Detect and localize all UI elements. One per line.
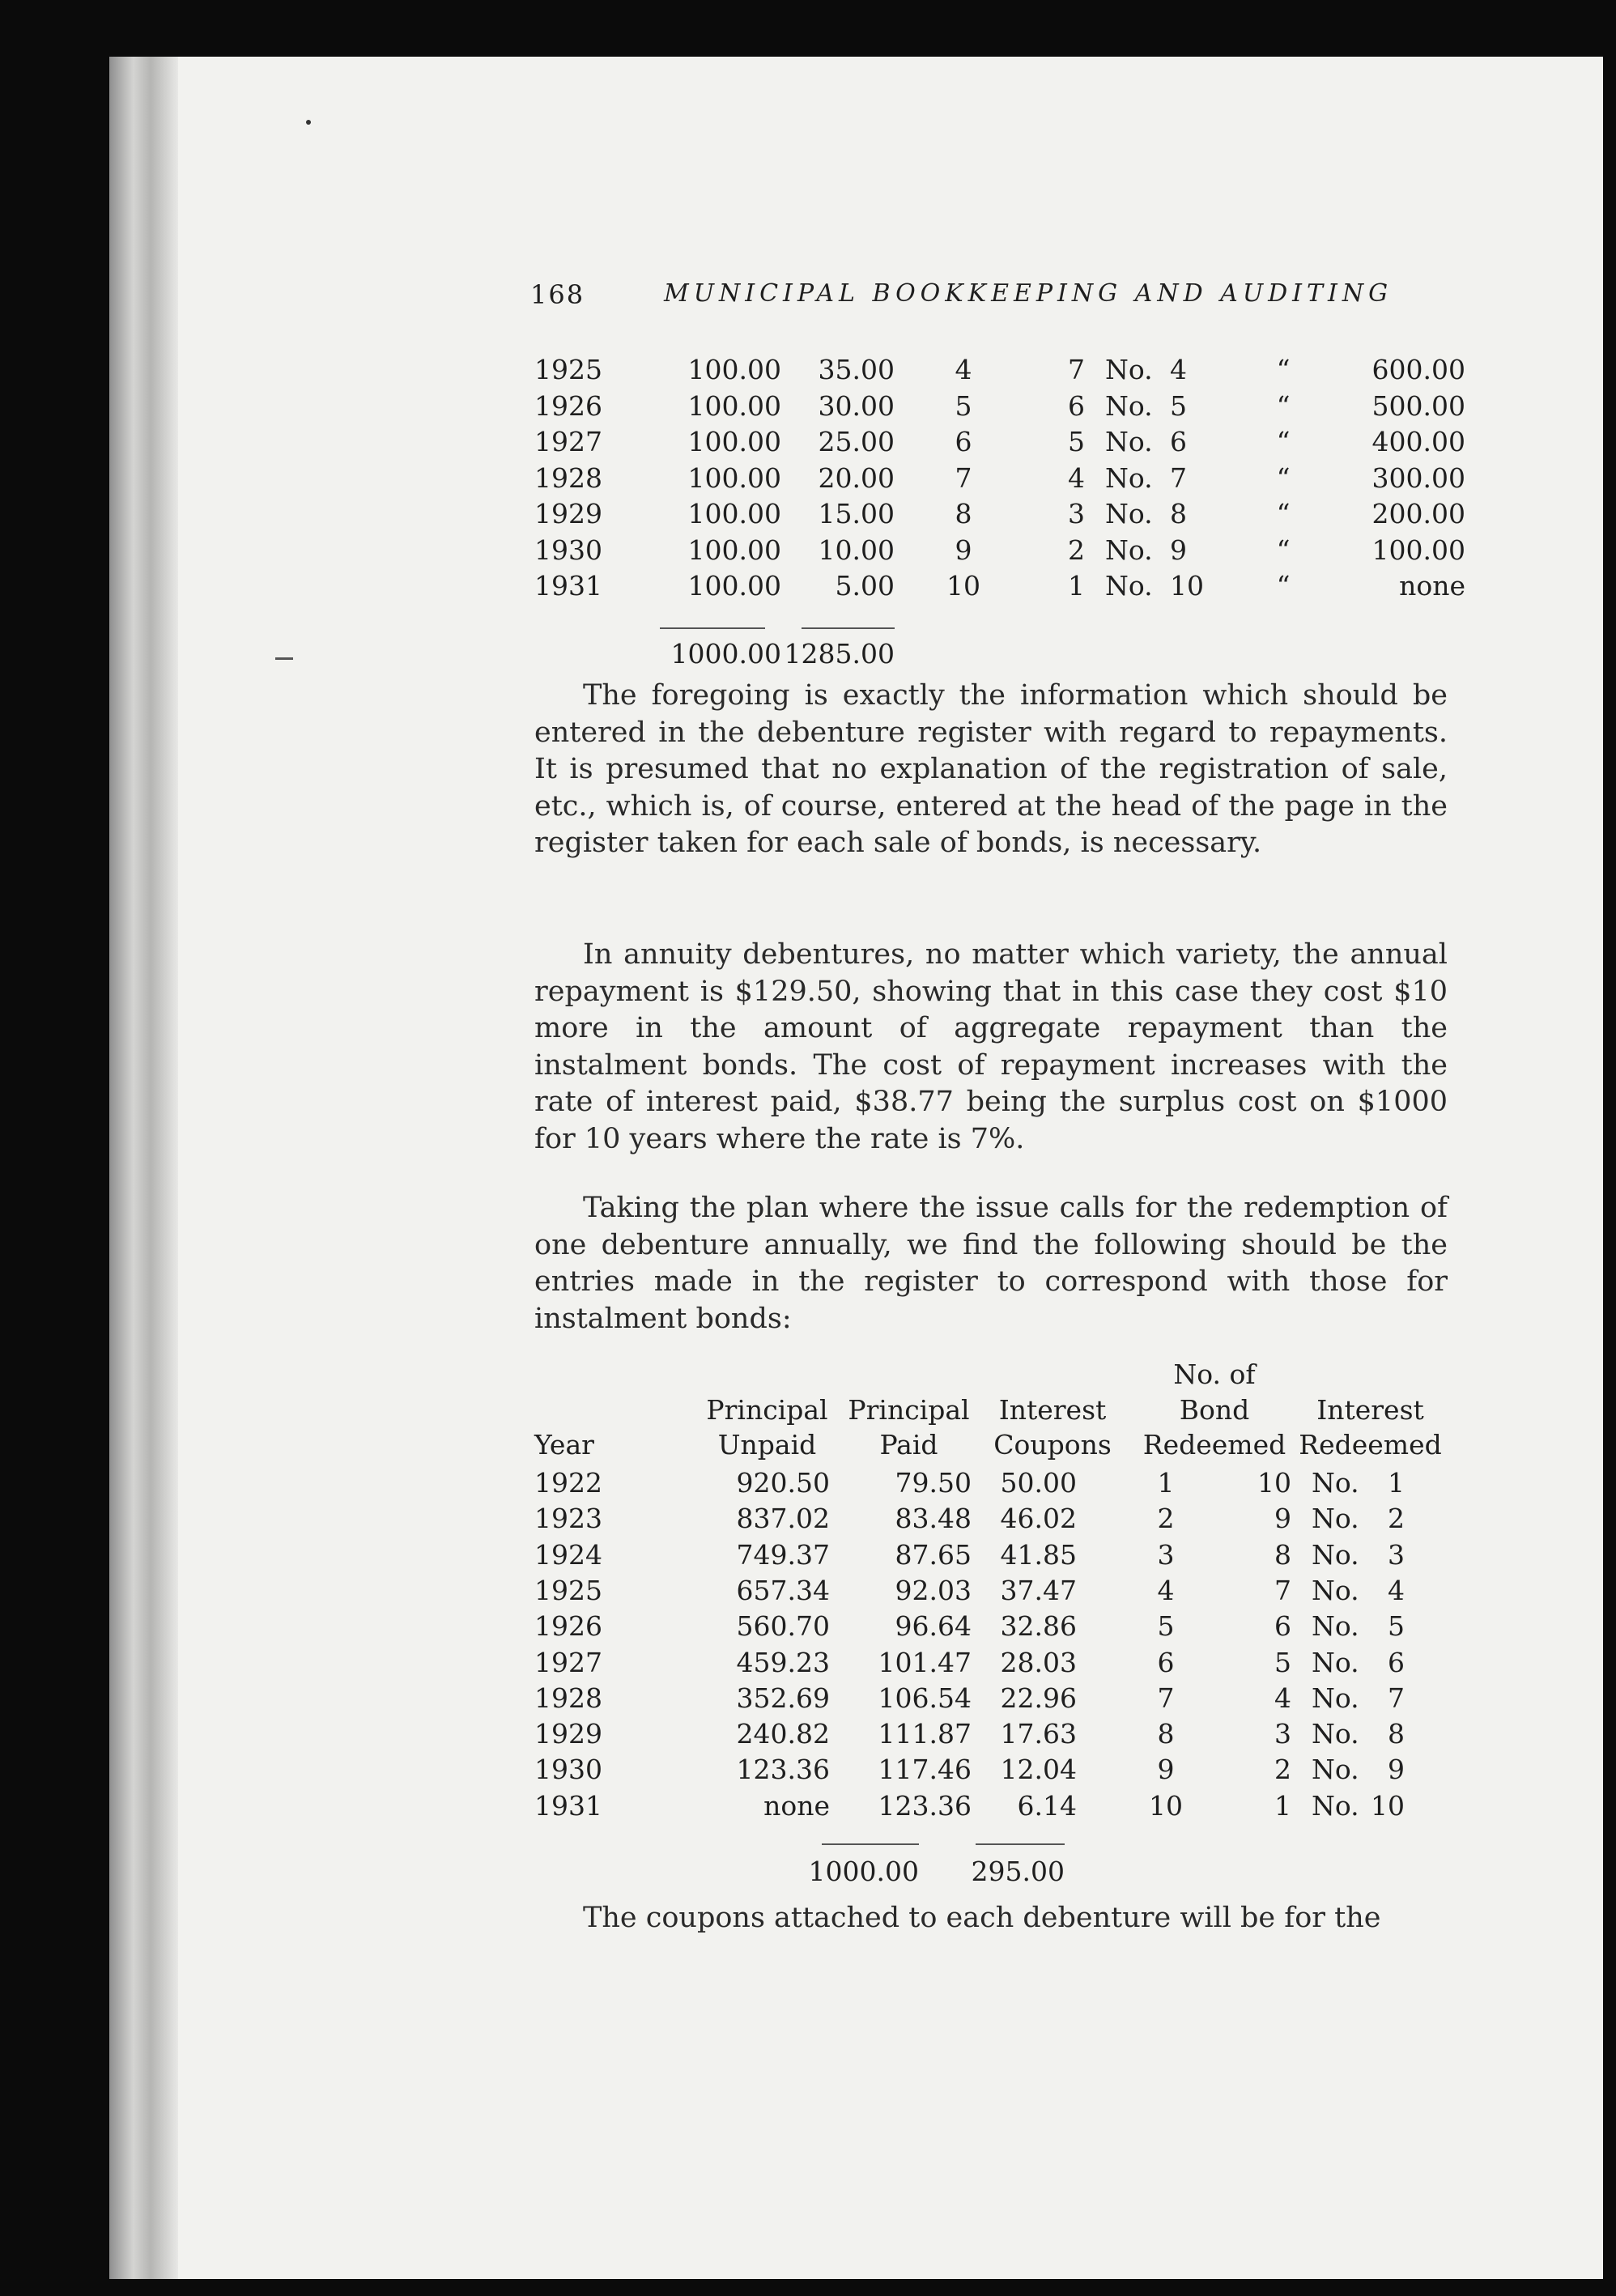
total-principal: 1000.00 [670, 638, 781, 670]
principal-cell: 100.00 [687, 426, 781, 457]
no-label: No. [1105, 354, 1153, 385]
ditto-mark: “ [1276, 534, 1291, 566]
total-rule [822, 1843, 919, 1845]
no-label: No. [1312, 1646, 1359, 1678]
debenture-number: 5 [1388, 1610, 1405, 1643]
redeemed-cell: 3 [1068, 498, 1085, 529]
total-rule [660, 627, 765, 629]
principal-paid-cell: 87.65 [895, 1538, 972, 1571]
running-head: MUNICIPAL BOOKKEEPING AND AUDITING [664, 279, 1393, 308]
redeemed-cell: 6 [1068, 389, 1085, 422]
principal-paid-cell: 123.36 [878, 1789, 972, 1822]
principal-cell: 100.00 [687, 354, 781, 385]
number-cell: 7 [1274, 1574, 1291, 1606]
no-label: No. [1105, 389, 1153, 422]
number-cell: 8 [1274, 1538, 1291, 1571]
no-label: No. [1312, 1682, 1359, 1714]
year-cell: 1931 [534, 570, 602, 602]
interest-cell: 10.00 [818, 534, 895, 566]
interest-cell: 15.00 [818, 498, 895, 529]
number-cell: 9 [1274, 1503, 1291, 1535]
paragraph: In annuity debentures, no matter which variety, the annual repayment is $129.50, showing that in this case they cost $10 more in the amount of aggregate repayment than the instalment bonds. The cost of repayment increases with the rate of interest paid, $38.77 being the surplus cost on $1000 for 10 years where the rate is 7%. [534, 938, 1448, 1155]
col-header: Principal [848, 1394, 970, 1426]
bond-cell: 2 [1157, 1503, 1175, 1535]
year-cell: 1929 [534, 1718, 602, 1750]
interest-cell: 35.00 [818, 354, 895, 385]
no-label: No. [1312, 1789, 1359, 1822]
principal-paid-cell: 117.46 [878, 1754, 972, 1786]
debenture-number: 8 [1170, 498, 1187, 529]
year-cell: 1927 [534, 426, 602, 457]
bond-cell: 5 [1157, 1610, 1175, 1643]
col-header: Bond [1179, 1394, 1250, 1426]
number-cell: 10 [1257, 1467, 1291, 1499]
coupon-cell: 46.02 [1000, 1503, 1077, 1535]
closing-line [534, 1900, 1448, 1937]
year-cell: 1925 [534, 1574, 602, 1606]
principal-cell: 100.00 [687, 461, 781, 494]
debenture-number: 8 [1388, 1718, 1405, 1750]
page-binding-edge [109, 57, 178, 2279]
ditto-mark: “ [1276, 426, 1291, 457]
coupon-cell: 37.47 [1000, 1574, 1077, 1606]
number-cell: 9 [955, 534, 972, 566]
body-text-3 [534, 1190, 1448, 1337]
total-rule [802, 627, 895, 629]
coupon-cell: 12.04 [1000, 1754, 1077, 1786]
scan-speck [306, 120, 311, 125]
interest-cell: 5.00 [835, 570, 895, 602]
principal-paid-cell: 79.50 [895, 1467, 972, 1499]
no-label: No. [1105, 426, 1153, 457]
principal-cell: 100.00 [687, 534, 781, 566]
debenture-number: 5 [1170, 389, 1187, 422]
col-header: Interest [998, 1394, 1107, 1426]
bond-cell: 8 [1157, 1718, 1175, 1750]
debenture-number: 7 [1170, 461, 1187, 494]
coupon-cell: 22.96 [1000, 1682, 1077, 1714]
ditto-mark: “ [1276, 354, 1291, 385]
col-header: Coupons [993, 1429, 1112, 1461]
year-cell: 1928 [534, 1682, 602, 1714]
coupon-cell: 17.63 [1000, 1718, 1077, 1750]
principal-cell: 100.00 [687, 498, 781, 529]
debenture-number: 10 [1170, 570, 1204, 602]
col-header: Paid [879, 1429, 938, 1461]
balance-cell: none [1399, 570, 1465, 602]
principal-unpaid-cell: 920.50 [736, 1467, 830, 1499]
principal-paid-cell: 111.87 [878, 1718, 972, 1750]
year-cell: 1928 [534, 461, 602, 494]
coupon-cell: 32.86 [1000, 1610, 1077, 1643]
year-cell: 1929 [534, 498, 602, 529]
number-cell: 6 [955, 426, 972, 457]
year-cell: 1930 [534, 534, 602, 566]
year-cell: 1930 [534, 1754, 602, 1786]
redeemed-cell: 2 [1068, 534, 1085, 566]
paragraph: The coupons attached to each debenture will be for the [583, 1902, 1381, 1934]
debenture-number: 6 [1388, 1646, 1405, 1678]
scan-mark [275, 657, 293, 660]
year-cell: 1931 [534, 1789, 602, 1822]
no-label: No. [1105, 534, 1153, 566]
paragraph: The foregoing is exactly the information which should be entered in the debenture register with regard to repayments. It is presumed that no explanation of the registration of sale, etc., which is, of course, entered at the head of the page in the register taken for each sale of bonds, is necessary. [534, 679, 1448, 859]
principal-paid-cell: 83.48 [895, 1503, 972, 1535]
interest-cell: 20.00 [818, 461, 895, 494]
interest-cell: 25.00 [818, 426, 895, 457]
coupon-cell: 41.85 [1000, 1538, 1077, 1571]
balance-cell: 200.00 [1371, 498, 1465, 529]
year-cell: 1926 [534, 389, 602, 422]
ditto-mark: “ [1276, 498, 1291, 529]
bond-cell: 9 [1157, 1754, 1175, 1786]
no-label: No. [1312, 1503, 1359, 1535]
no-label: No. [1105, 498, 1153, 529]
total-rule [976, 1843, 1065, 1845]
principal-unpaid-cell: 459.23 [736, 1646, 830, 1678]
number-cell: 8 [955, 498, 972, 529]
principal-unpaid-cell: 240.82 [736, 1718, 830, 1750]
principal-paid-cell: 96.64 [895, 1610, 972, 1643]
year-cell: 1922 [534, 1467, 602, 1499]
page-number: 168 [530, 279, 585, 310]
debenture-number: 10 [1371, 1789, 1405, 1822]
bond-cell: 3 [1157, 1538, 1175, 1571]
number-cell: 4 [955, 354, 972, 385]
principal-unpaid-cell: 123.36 [736, 1754, 830, 1786]
principal-paid-cell: 106.54 [878, 1682, 972, 1714]
debenture-number: 4 [1170, 354, 1187, 385]
principal-unpaid-cell: 352.69 [736, 1682, 830, 1714]
balance-cell: 600.00 [1371, 354, 1465, 385]
bond-cell: 4 [1157, 1574, 1175, 1606]
redeemed-cell: 5 [1068, 426, 1085, 457]
year-cell: 1923 [534, 1503, 602, 1535]
bond-cell: 1 [1157, 1467, 1175, 1499]
principal-unpaid-cell: none [763, 1789, 830, 1822]
total-principal-paid: 1000.00 [808, 1856, 919, 1887]
redeemed-cell: 1 [1068, 570, 1085, 602]
number-cell: 10 [946, 570, 980, 602]
redeemed-cell: 4 [1068, 461, 1085, 494]
col-header: Redeemed [1299, 1429, 1442, 1461]
no-label: No. [1312, 1718, 1359, 1750]
no-label: No. [1105, 570, 1153, 602]
no-label: No. [1312, 1610, 1359, 1643]
no-label: No. [1105, 461, 1153, 494]
number-cell: 7 [955, 461, 972, 494]
bond-cell: 10 [1149, 1789, 1183, 1822]
number-cell: 2 [1274, 1754, 1291, 1786]
total-interest: 1285.00 [784, 638, 895, 670]
principal-unpaid-cell: 657.34 [736, 1574, 830, 1606]
principal-paid-cell: 92.03 [895, 1574, 972, 1606]
principal-cell: 100.00 [687, 389, 781, 422]
debenture-number: 1 [1388, 1467, 1405, 1499]
debenture-number: 3 [1388, 1538, 1405, 1571]
body-text-1 [534, 678, 1448, 862]
paragraph: Taking the plan where the issue calls for the redemption of one debenture annually, we find the following should be the entries made in the register to correspond with those for instalment bonds: [534, 1192, 1448, 1335]
year-cell: 1927 [534, 1646, 602, 1678]
col-header: Unpaid [717, 1429, 817, 1461]
number-cell: 5 [955, 389, 972, 422]
bond-cell: 6 [1157, 1646, 1175, 1678]
no-label: No. [1312, 1538, 1359, 1571]
principal-unpaid-cell: 749.37 [736, 1538, 830, 1571]
principal-unpaid-cell: 837.02 [736, 1503, 830, 1535]
balance-cell: 300.00 [1371, 461, 1465, 494]
no-label: No. [1312, 1754, 1359, 1786]
body-text-2 [534, 937, 1448, 1158]
year-cell: 1924 [534, 1538, 602, 1571]
principal-cell: 100.00 [687, 570, 781, 602]
debenture-number: 9 [1388, 1754, 1405, 1786]
bond-cell: 7 [1157, 1682, 1175, 1714]
number-cell: 1 [1274, 1789, 1291, 1822]
ditto-mark: “ [1276, 570, 1291, 602]
number-cell: 5 [1274, 1646, 1291, 1678]
page-header [0, 279, 1616, 320]
ditto-mark: “ [1276, 461, 1291, 494]
col-header: Year [534, 1429, 594, 1461]
col-header: Interest [1316, 1394, 1424, 1426]
total-coupons: 295.00 [971, 1856, 1065, 1887]
coupon-cell: 28.03 [1000, 1646, 1077, 1678]
redeemed-cell: 7 [1068, 354, 1085, 385]
coupon-cell: 6.14 [1017, 1789, 1077, 1822]
no-label: No. [1312, 1467, 1359, 1499]
principal-paid-cell: 101.47 [878, 1646, 972, 1678]
balance-cell: 400.00 [1371, 426, 1465, 457]
no-label: No. [1312, 1574, 1359, 1606]
balance-cell: 500.00 [1371, 389, 1465, 422]
principal-unpaid-cell: 560.70 [736, 1610, 830, 1643]
debenture-number: 6 [1170, 426, 1187, 457]
balance-cell: 100.00 [1371, 534, 1465, 566]
debenture-number: 2 [1388, 1503, 1405, 1535]
col-header: No. of [1173, 1358, 1256, 1390]
number-cell: 6 [1274, 1610, 1291, 1643]
debenture-number: 4 [1388, 1574, 1405, 1606]
year-cell: 1926 [534, 1610, 602, 1643]
number-cell: 4 [1274, 1682, 1291, 1714]
interest-cell: 30.00 [818, 389, 895, 422]
debenture-number: 7 [1388, 1682, 1405, 1714]
year-cell: 1925 [534, 354, 602, 385]
number-cell: 3 [1274, 1718, 1291, 1750]
col-header: Principal [706, 1394, 828, 1426]
col-header: Redeemed [1142, 1429, 1286, 1461]
ditto-mark: “ [1276, 389, 1291, 422]
debenture-number: 9 [1170, 534, 1187, 566]
coupon-cell: 50.00 [1000, 1467, 1077, 1499]
